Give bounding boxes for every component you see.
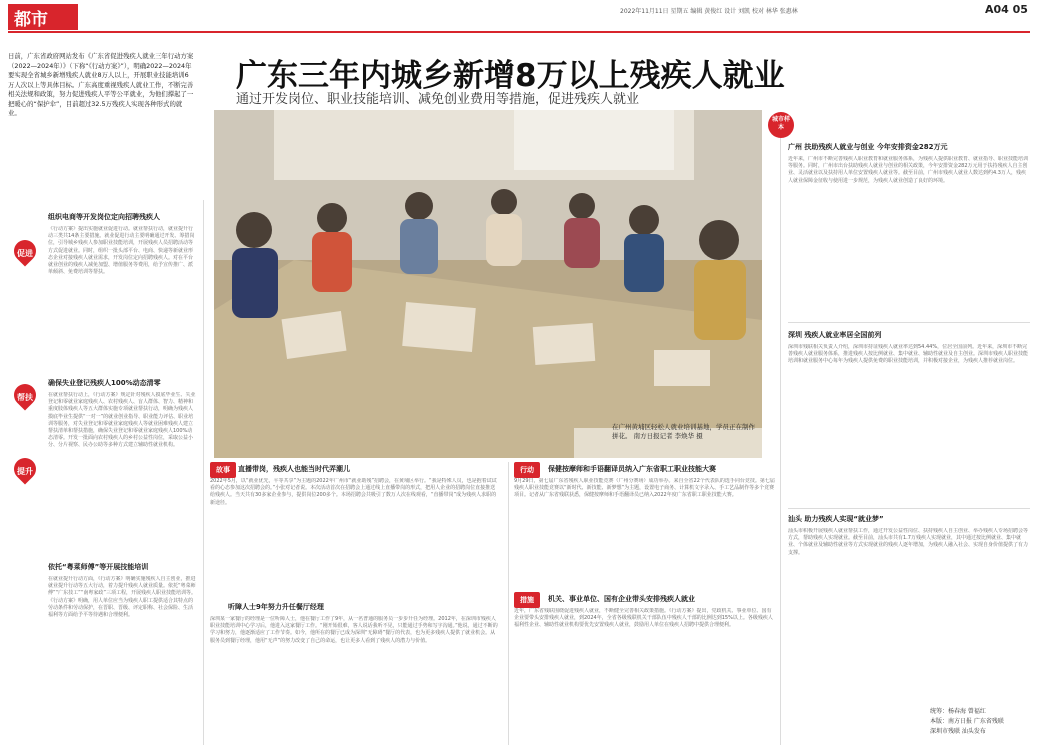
guangzhou-title: 广州 扶助残疾人就业与创业 今年安排资金282万元: [788, 143, 948, 151]
credits-line2: 本版：南方日报 广东省残联: [930, 718, 1004, 725]
shenzhen-title: 深圳 残疾人就业率居全国前列: [788, 331, 882, 339]
masthead-page-code: A04 05: [985, 3, 1028, 16]
story-heading: 直播带岗，残疾人也能当时代弄潮儿: [238, 465, 350, 473]
masthead-section-label: 都市: [14, 10, 48, 30]
story-pill: 故事: [210, 462, 236, 478]
measure-pill: 措施: [514, 592, 540, 608]
training-photo: [214, 110, 762, 458]
middle-divider: [508, 462, 509, 745]
city-sample-label: 城市样本: [771, 116, 790, 131]
shenzhen-body: 深圳市残联相关负责人介绍，深圳市持证残疾人就业率达到54.44%，位居全国前列。近年来，深圳市不断完善残疾人就业服务体系，推进残疾人按比例就业、集中就业、辅助性就业及自主创业。深圳市残疾人职业技能培训和就业服务中心每年为残疾人提供免费的职业技能培训，并积极对接企业，为残疾人推荐就业岗位。: [788, 344, 1029, 365]
promote-tag-label: 促进: [17, 249, 33, 258]
action-heading: 保健按摩师和手语翻译员纳入广东省职工职业技能大赛: [548, 465, 716, 473]
promote-heading: 组织电商等开发岗位定向招聘残疾人: [48, 213, 160, 221]
credits-line1: 统筹：杨春海 曾福红: [930, 708, 986, 715]
measure-heading: 机关、事业单位、国有企业带头安排残疾人就业: [548, 595, 695, 603]
measure-body: 近年，广东省残联围绕促进残疾人就业，不断健全完善相关政策措施。《行动方案》提出，党政机关、事业单位、国有企业要带头安排残疾人就业，到2024年，全省各级残联机关干部队伍中残疾人干部的比例达到15%以上。各级残疾人福利性企业、辅助性就业机构要优先安置残疾人就业，鼓励用人单位在残疾人招聘中提供合理便利。: [514, 608, 773, 629]
action-pill: 行动: [514, 462, 540, 478]
training-photo-illustration: [214, 110, 762, 458]
masthead-rule: [8, 31, 1030, 33]
guangzhou-body: 近年来，广州市不断完善残疾人职业教育和就业服务体系，为残疾人提供职业教育、就业指导、职业技能培训等服务。同时，广州市出台扶助残疾人就业与创业的相关政策，今年安排资金282万元用于扶持残疾人自主创业、灵活就业以及扶持用人单位安置残疾人就业等。截至目前，广州市残疾人就业人数达到约4.3万人，残疾人就业保障金征收与使用进一步规范，为残疾人就业创造了良好的环境。: [788, 156, 1029, 184]
right-column-divider: [780, 112, 781, 745]
story-body: 2022年5月，以“就业优先，平等共享”为主题的2022年广州市“就业助残”招聘会，在黄埔区举行。“我是特殊人员，也是抱着试试看的心态参加这次招聘会的。”小张对记者说。本次活动首次在招聘会上通过线上直播带岗的形式，把用人企业的招聘岗位直接推送给残疾人。当天共有30多家企业参与，提供岗位200多个。本场招聘会共吸引了数万人次在线观看，“直播带岗”成为残疾人求职的新途径。: [210, 478, 497, 506]
action-body: 9月29日，第七届广东省残疾人职业技能竞赛（广州分赛场）成功举办。来自全省22个代表队的选手同台竞技。第七届残疾人职业技能竞赛以“新时代、新技能、新梦想”为主题，设置电子商务、计算机文字录入、手工艺品制作等多个竞赛项目。记者从广东省残联获悉，保健按摩师和手语翻译员已纳入2022年度广东省职工职业技能大赛。: [514, 478, 775, 499]
headline-title: 广东三年内城乡新增8万以上残疾人就业: [236, 58, 785, 94]
headline-subtitle: 通过开发岗位、职业技能培训、减免创业费用等措施，促进残疾人就业: [236, 92, 640, 107]
shantou-body: 汕头市积极开展残疾人就业帮扶工作，通过开发公益性岗位、扶持残疾人自主创业、举办残疾人专场招聘会等方式，帮助残疾人实现就业。截至目前，汕头市共有1.7万残疾人实现就业，其中通过按比例就业、集中就业、个体就业及辅助性就业等方式实现就业的残疾人逐年增加，为残疾人融入社会、实现自身价值提供了有力支撑。: [788, 528, 1029, 556]
assist-body: 在就业帮扶行动上，《行动方案》规定针对残疾人摸底毕业生、失业登记和零就业家庭残疾人、农村残疾人、盲人群体、智力、精神和重度肢体残疾人等五大群体实施专项就业帮扶行动，明确为残疾人摸底毕业生提供“一对一”的就业创业指导、职业能力评估、职业培训等服务，对失业登记和零就业家庭残疾人等就业困难残疾人建立帮扶清单和帮扶措施，确保失业登记和零就业家庭残疾人100%动态清零。开发一批面向农村残疾人的乡村公益性岗位，采取公益小分、分片视察、民办公助等多种方式建立辅助性就业机构。: [48, 392, 196, 449]
assist-tag-label: 帮扶: [17, 393, 33, 402]
photo-caption: 在广州黄埔区轻松人就业培训基地，学员正在制作拼花。 南方日报记者 李焕华 摄: [612, 423, 755, 440]
promote-body: 《行动方案》提出实施就业促进行动。就业帮扶行动，就业提升行动三类共14条主要措施。就业促进行动主要明确通过开发、筹措岗位，引导城乡残疾人参加职业技能培训，开展残疾人员招聘活动等方式促进就业。同时，组织一批头部平台、电商、快递等新就业形态企业对接残疾人就业需求，开发岗位定向招聘残疾人。对在平台就业创业的残疾人减免加盟、增值服务等费用，给予宣传推广、派单倾斜、免费培训等帮扶。: [48, 226, 195, 276]
left-column-divider: [203, 200, 204, 745]
lede-text: 日前，广东省政府网站发布《广东省促进残疾人就业三年行动方案（2022—2024年）》（下称“《行动方案》”），明确2022—2024年要实现全省城乡新增残疾人就业8万人以上，开展职业技能培训6万人次以上等具体目标。广东高度重视残疾人就业工作，不断完善相关法规和政策，努力促进残疾人平等公平就业，为他们撑起了一把暖心的“保护伞”，目前超过32.5万残疾人实现各种形式的就业。: [8, 52, 194, 117]
improve-tag-label: 提升: [17, 467, 33, 476]
right-rule-1: [788, 322, 1030, 323]
second-story-body: 深圳某一家餐厅的经理是一位听障人士，他在餐厅工作了9年，从一名普通的服务员一步步升任为经理。2012年，在深圳市残疾人职业技能培训中心学习后，他进入这家餐厅工作。“刚开始很难，客人说话我听不见，只能通过手势和写字沟通。”他说，通过不断的学习和努力，他逐渐适应了工作节奏。如今，他所在的餐厅已成为深圳“无障碍”餐厅的代表，也为更多残疾人提供了就业机会。从服务员到餐厅经理，他用“无声”的努力改变了自己的命运，也让更多人看到了残疾人的潜力与价值。: [210, 616, 498, 644]
masthead-date-line: 2022年11月11日 星期五 编辑 黄俊红 设计 刘凯 校对 林华 张惠林: [620, 8, 798, 15]
second-story-heading: 听障人士9年努力升任餐厅经理: [228, 603, 324, 611]
improve-body: 在就业提升行动方面，《行动方案》明确实施残疾人自主创业，推进就业提升行动等五大行动，着力提升残疾人就业质量。依托“粤菜师傅”“广东技工”“南粤家政”三项工程，开展残疾人职业技能培训等。《行动方案》明确，用人单位应当为残疾人职工提供适合其特点的劳动条件和劳动保护，在晋职、晋级、评定职称、社会保险、生活福利等方面给予平等待遇和合理便利。: [48, 576, 196, 619]
improve-heading: 依托“粤菜师傅”等开展技能培训: [48, 563, 149, 571]
right-rule-2: [788, 508, 1030, 509]
shantou-title: 汕头 助力残疾人实现“就业梦”: [788, 515, 884, 523]
credits-line3: 深圳市残联 汕头发布: [930, 728, 986, 735]
assist-heading: 确保失业登记残疾人100%动态清零: [48, 379, 161, 387]
